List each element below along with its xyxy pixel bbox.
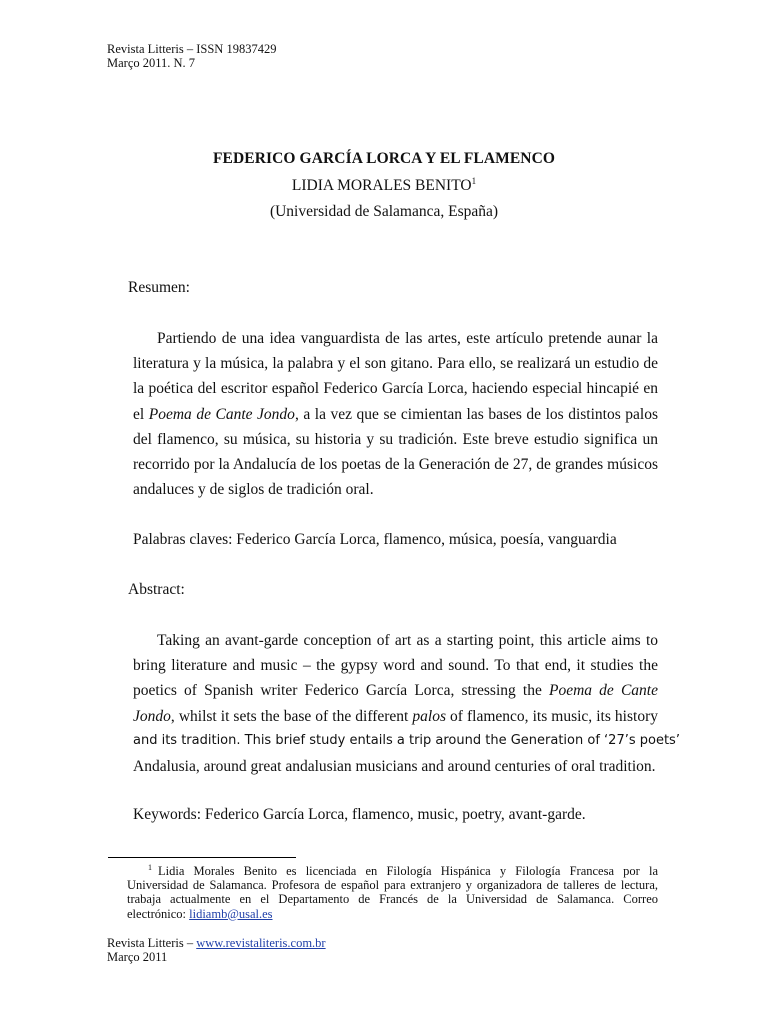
- abstract-heading: Abstract:: [128, 581, 185, 598]
- abstract-line: [133, 657, 658, 675]
- article-title: FEDERICO GARCÍA LORCA Y EL FLAMENCO: [212, 150, 556, 167]
- footer-date: Março 2011: [107, 950, 168, 964]
- italic-text: palos: [412, 707, 446, 725]
- text-run: Lidia Morales Benito es licenciada en Filología Hispánica y Filología Francesa por la: [158, 864, 658, 878]
- text-run: Universidad de Salamanca. Profesora de español para extranjero y organizadora de talleres de lectura,: [127, 877, 658, 892]
- abstract-line: [133, 732, 680, 748]
- italic-text: Poema de Cante: [548, 682, 658, 700]
- footer-journal-name: Revista Litteris –: [107, 936, 197, 950]
- author-line: [0, 176, 768, 195]
- text-run: bring literature and music – the gypsy word and sound. To that end, it studies the: [133, 657, 658, 675]
- resumen-line: [133, 380, 658, 398]
- resumen-line: [133, 406, 658, 424]
- abstract-line: [133, 708, 658, 726]
- text-run: electrónico:: [127, 906, 190, 921]
- abstract-line: [157, 632, 658, 650]
- author-name: LIDIA MORALES BENITO: [291, 177, 472, 194]
- footnote-line: [127, 878, 658, 893]
- text-run: recorrido por la Andalucía de los poetas de la Generación de 27, de grandes músicos: [133, 456, 658, 473]
- abstract-line: [133, 758, 658, 776]
- italic-text: Poema de Cante Jondo: [148, 405, 295, 423]
- text-run: el: [133, 405, 149, 423]
- text-run: literatura y la música, la palabra y el son gitano. Para ello, se realizará un estudio de: [133, 355, 658, 373]
- text-run: and its tradition. This brief study entails a trip around the Generation of ‘27’s poets’: [133, 732, 680, 748]
- journal-website-link[interactable]: www.revistaliteris.com.br: [196, 936, 326, 950]
- text-run: trabaja actualmente en el Departamento de Francés de la Universidad de Salamanca. Correo: [127, 892, 658, 906]
- text-run: Taking an avant-garde conception of art as a starting point, this article aims to: [157, 632, 658, 649]
- journal-issn-line: Revista Litteris – ISSN 19837429: [107, 42, 277, 56]
- running-header: [107, 42, 276, 70]
- text-run: Partiendo de una idea vanguardista de las artes, este artículo pretende aunar la: [157, 330, 658, 347]
- author-footnote-mark[interactable]: 1: [471, 176, 477, 186]
- resumen-line: [133, 456, 658, 474]
- author-affiliation: (Universidad de Salamanca, España): [269, 203, 499, 220]
- text-run: la poética del escritor español Federico García Lorca, haciendo especial hincapié en: [133, 380, 658, 398]
- issue-date-line: Março 2011. N. 7: [107, 56, 196, 70]
- text-run: , whilst it sets the base of the different: [170, 707, 413, 725]
- text-run: Andalusia, around great andalusian musicians and around centuries of oral tradition.: [133, 758, 656, 775]
- footnote-separator: [108, 857, 296, 858]
- text-run: del flamenco, su música, su historia y su tradición. Este breve estudio significa un: [133, 430, 658, 448]
- email-link[interactable]: lidiamb@usal.es: [189, 906, 273, 921]
- footnote-line: [127, 892, 658, 907]
- abstract-line: [133, 682, 658, 700]
- text-run: of flamenco, its music, its history: [445, 707, 658, 725]
- footnote-number: 1: [148, 863, 152, 872]
- palabras-claves: Palabras claves: Federico García Lorca, flamenco, música, poesía, vanguardia: [133, 531, 617, 548]
- resumen-line: [133, 431, 658, 449]
- text-run: poetics of Spanish writer Federico García Lorca, stressing the: [133, 682, 549, 700]
- keywords: Keywords: Federico García Lorca, flamenco, music, poetry, avant-garde.: [133, 806, 586, 823]
- resumen-line: [157, 330, 658, 348]
- italic-text: Jondo: [133, 707, 171, 725]
- resumen-heading: Resumen:: [128, 279, 190, 296]
- text-run: , a la vez que se cimientan las bases de los distintos palos: [294, 405, 659, 423]
- footer-journal-line: [107, 936, 326, 950]
- running-footer: [107, 936, 326, 964]
- text-run: andaluces y de siglos de tradición oral.: [133, 481, 374, 499]
- footnote-line: [127, 907, 658, 922]
- resumen-line: [133, 481, 658, 499]
- resumen-line: [133, 355, 658, 373]
